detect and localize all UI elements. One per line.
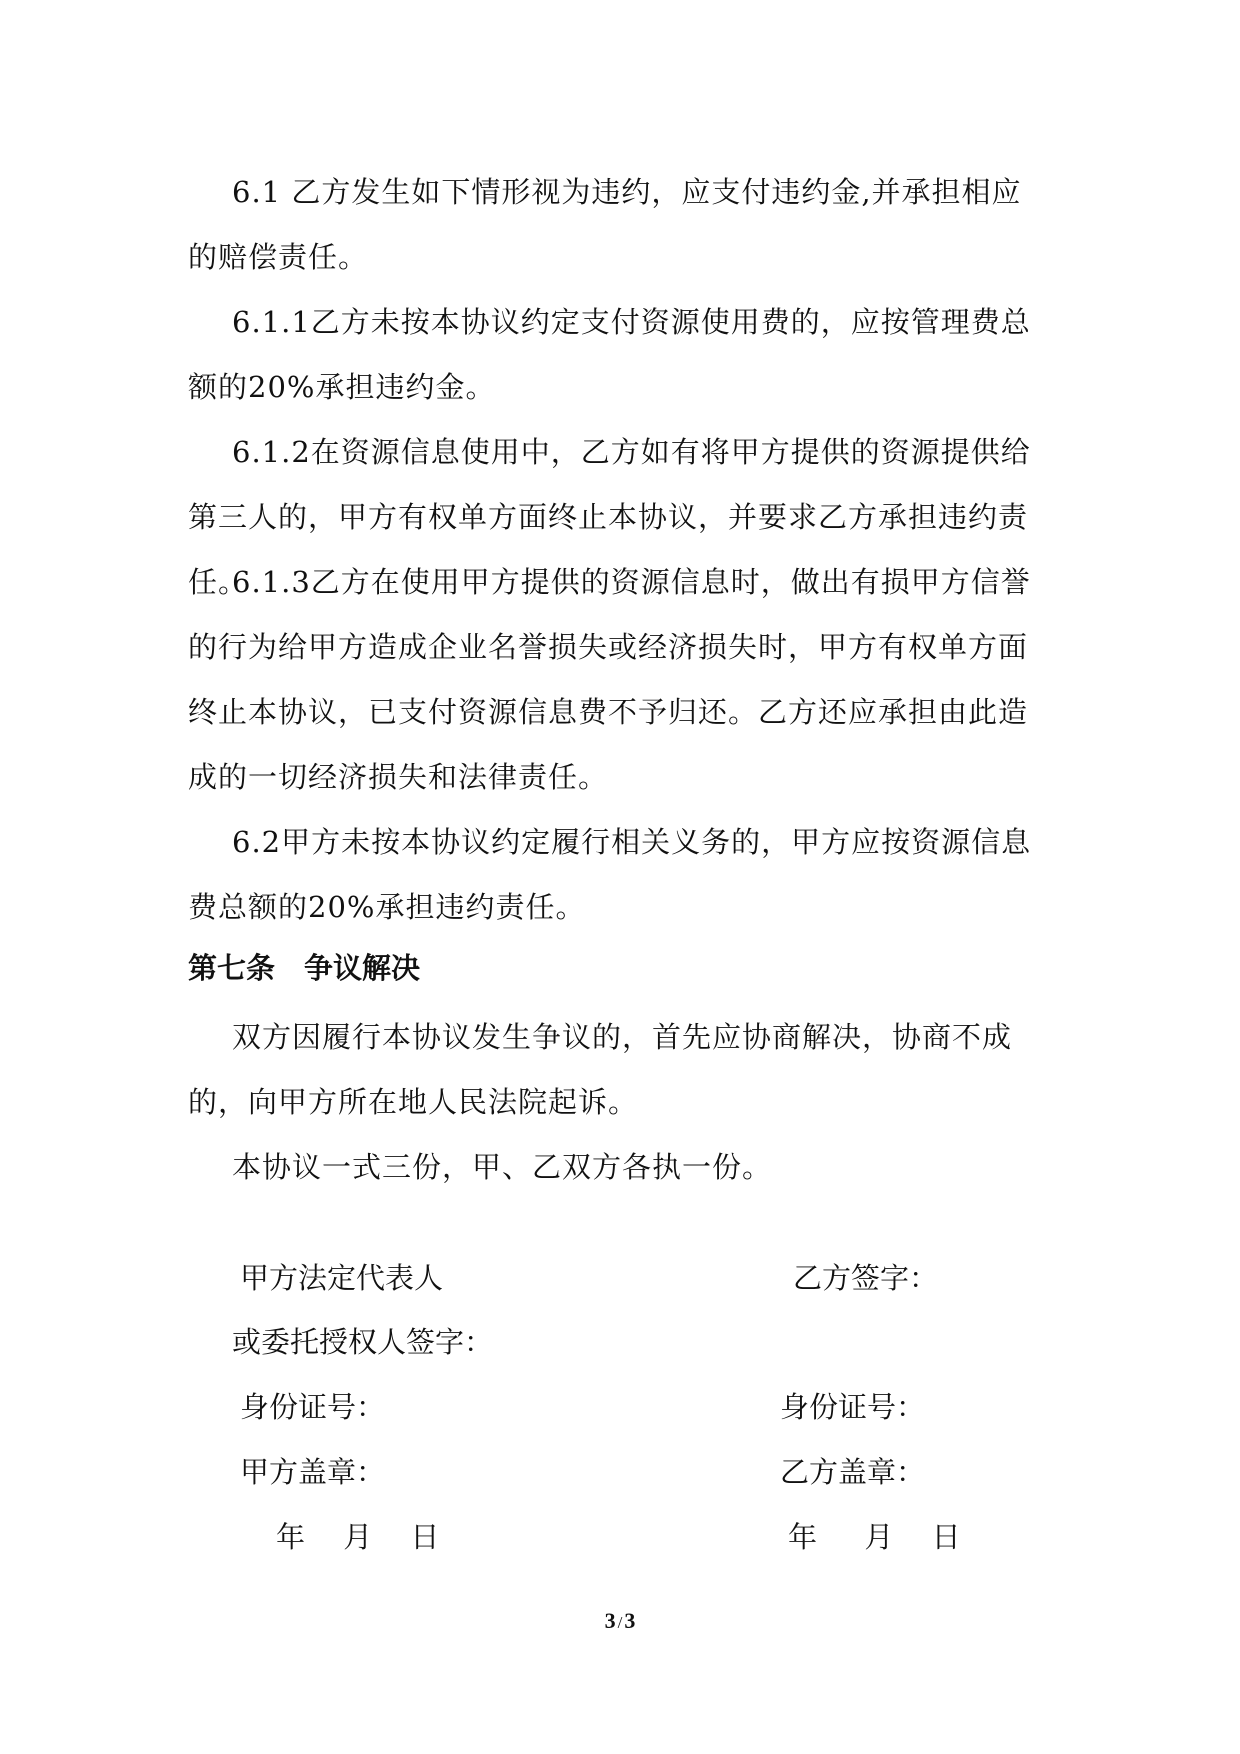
current-page-number: 3 (604, 1608, 616, 1633)
clause-6-2: 6.2甲方未按本协议约定履行相关义务的，甲方应按资源信息费总额的20%承担违约责任。 (188, 825, 1032, 924)
party-b-date-label: 年 月 日 (788, 1520, 961, 1554)
article-7-heading: 第七条 争议解决 (188, 951, 421, 985)
party-b-id-label: 身份证号： (780, 1390, 926, 1424)
party-a-representative-label: 甲方法定代表人 (240, 1261, 444, 1295)
party-a-seal-label: 甲方盖章： (240, 1455, 386, 1489)
party-a-id-label: 身份证号： (240, 1390, 386, 1424)
party-a-authorized-signature-label: 或委托授权人签字： (232, 1325, 494, 1359)
page-separator: / (617, 1613, 623, 1632)
clause-6-1-2: 6.1.2在资源信息使用中，乙方如有将甲方提供的资源提供给第三人的，甲方有权单方面终止本协议，并要求乙方承担违约责任。 (188, 435, 1031, 599)
clause-6-1-3: 6.1.3乙方在使用甲方提供的资源信息时，做出有损甲方信誉的行为给甲方造成企业名誉损失或经济损失时，甲方有权单方面终止本协议，已支付资源信息费不予归还。乙方还应承担由此造成的一切经济损失和法律责任。 (188, 565, 1031, 794)
page-number (0, 1608, 1240, 1634)
clause-6-1: 6.1 乙方发生如下情形视为违约，应支付违约金,并承担相应的赔偿责任。 (188, 175, 1022, 274)
party-b-seal-label: 乙方盖章： (780, 1455, 926, 1489)
article-7-copies-text: 本协议一式三份，甲、乙双方各执一份。 (232, 1150, 773, 1184)
article-7-dispute-text: 双方因履行本协议发生争议的，首先应协商解决，协商不成的，向甲方所在地人民法院起诉。 (188, 1020, 1013, 1119)
party-a-date-label: 年 月 日 (276, 1520, 440, 1554)
total-page-count: 3 (624, 1608, 636, 1633)
party-b-signature-label: 乙方签字： (793, 1261, 939, 1295)
clause-6-1-1: 6.1.1乙方未按本协议约定支付资源使用费的，应按管理费总额的20%承担违约金。 (188, 305, 1031, 404)
